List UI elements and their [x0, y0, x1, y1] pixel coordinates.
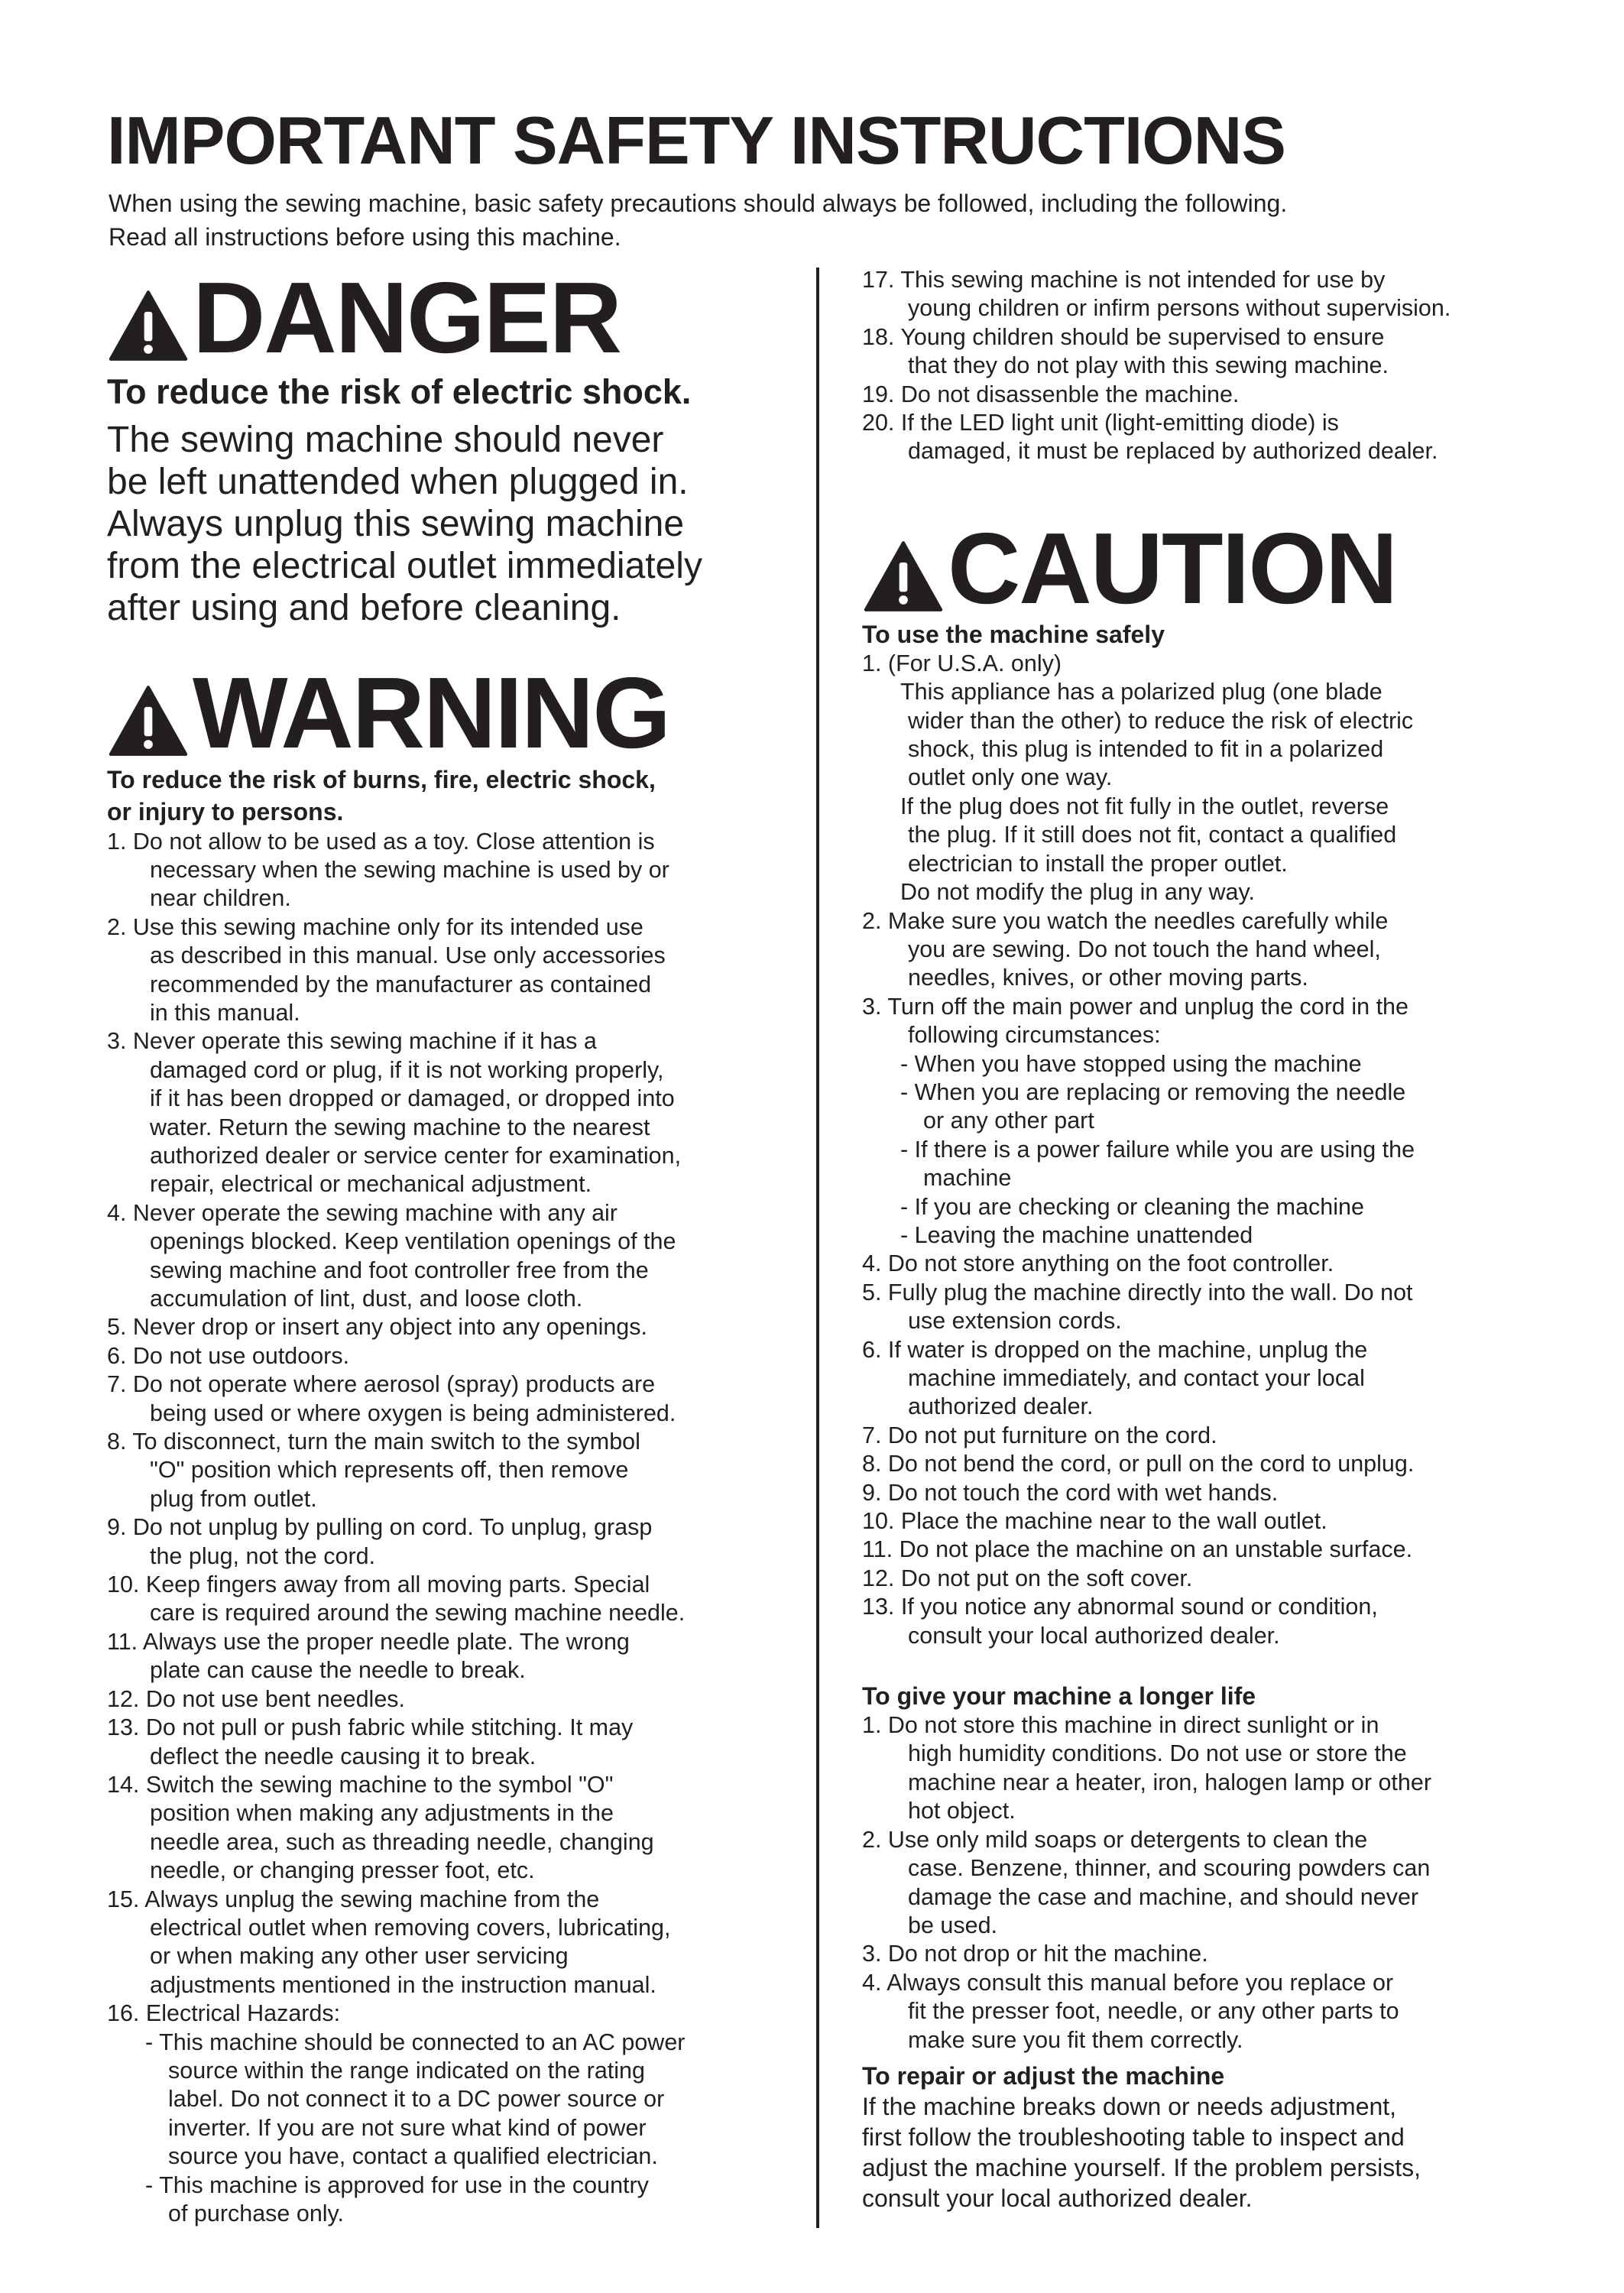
- item-line: 15. Always unplug the sewing machine from the: [107, 1886, 600, 1912]
- item-line: electrical outlet when removing covers, lubricating,: [150, 1914, 671, 1941]
- item-line: hot object.: [908, 1798, 1016, 1824]
- item-line: Do not modify the plug in any way.: [900, 879, 1255, 906]
- item-line: wider than the other) to reduce the risk of electric: [908, 707, 1414, 734]
- warning-heading-line: To reduce the risk of burns, fire, electric shock,: [107, 765, 656, 793]
- item-line: 2. Use this sewing machine only for its intended use: [107, 913, 643, 940]
- item-line: 17. This sewing machine is not intended for use by: [862, 267, 1386, 293]
- item-line: sewing machine and foot controller free from the: [150, 1257, 649, 1283]
- list-item: [862, 993, 1550, 1050]
- warning-label: WARNING: [193, 656, 669, 769]
- item-line: be used.: [908, 1912, 998, 1938]
- list-item: [862, 1593, 1550, 1650]
- item-line: machine near a heater, iron, halogen lamp or other: [908, 1769, 1431, 1795]
- list-item: [862, 650, 1550, 907]
- list-item: [862, 1536, 1550, 1564]
- item-line: 14. Switch the sewing machine to the symbol "O": [107, 1771, 614, 1798]
- item-line: accumulation of lint, dust, and loose cloth.: [150, 1286, 583, 1312]
- item-line: 10. Keep fingers away from all moving parts. Special: [107, 1571, 650, 1598]
- item-line: damaged, it must be replaced by authorized dealer.: [908, 438, 1438, 465]
- list-item: [107, 1027, 780, 1198]
- item-line: 18. Young children should be supervised to ensure: [862, 323, 1385, 350]
- item-line: 3. Turn off the main power and unplug the cord in the: [862, 993, 1408, 1020]
- list-item: [862, 1279, 1550, 1336]
- list-item: [107, 1342, 780, 1370]
- list-item: [862, 381, 1550, 409]
- item-line: plate can cause the needle to break.: [150, 1657, 526, 1684]
- list-item: [107, 2029, 780, 2171]
- caution-item-1: [862, 650, 1550, 907]
- list-item: [862, 409, 1550, 466]
- item-line: 11. Always use the proper needle plate. The wrong: [107, 1628, 630, 1655]
- list-item: [862, 1450, 1550, 1478]
- item-line: fit the presser foot, needle, or any other parts to: [908, 1998, 1399, 2025]
- list-item: [862, 1336, 1550, 1422]
- item-line: electrician to install the proper outlet.: [908, 850, 1288, 877]
- item-line: 8. To disconnect, turn the main switch to the symbol: [107, 1429, 640, 1455]
- item-line: inverter. If you are not sure what kind of power: [168, 2114, 647, 2141]
- item-line: - If there is a power failure while you are using the: [900, 1136, 1415, 1163]
- item-line: 16. Electrical Hazards:: [107, 2000, 341, 2027]
- item-line: machine immediately, and contact your local: [908, 1365, 1365, 1391]
- danger-body: [107, 419, 780, 629]
- list-item: [862, 1221, 1550, 1250]
- item-line: authorized dealer.: [908, 1393, 1094, 1420]
- item-line: if it has been dropped or damaged, or dropped into: [150, 1085, 675, 1112]
- item-line: 4. Never operate the sewing machine with any air: [107, 1199, 618, 1226]
- list-item: [862, 323, 1550, 381]
- item-line: care is required around the sewing machine needle.: [150, 1600, 686, 1627]
- item-line: 2. Make sure you watch the needles carefully while: [862, 907, 1389, 934]
- item-line: 1. Do not allow to be used as a toy. Close attention is: [107, 828, 655, 855]
- item-line: - When you are replacing or removing the needle: [900, 1078, 1406, 1105]
- item-line: in this manual.: [150, 999, 300, 1026]
- list-item: [107, 1886, 780, 2000]
- list-item: [107, 1370, 780, 1428]
- item-line: openings blocked. Keep ventilation openings of the: [150, 1228, 676, 1255]
- item-line: - This machine is approved for use in the country: [145, 2171, 649, 2198]
- list-item: [107, 2171, 780, 2229]
- repair-line: consult your local authorized dealer.: [862, 2184, 1253, 2212]
- item-line: 4. Always consult this manual before you replace or: [862, 1969, 1394, 1996]
- item-line: necessary when the sewing machine is used by or: [150, 856, 669, 883]
- list-item: [107, 1428, 780, 1513]
- item-line: that they do not play with this sewing machine.: [908, 352, 1389, 379]
- warning-triangle-icon: [107, 289, 190, 362]
- item-line: - Leaving the machine unattended: [900, 1221, 1253, 1248]
- warning-heading: [107, 764, 780, 828]
- item-line: 2. Use only mild soaps or detergents to clean the: [862, 1826, 1368, 1853]
- item-line: high humidity conditions. Do not use or store the: [908, 1740, 1407, 1767]
- list-item: [107, 1513, 780, 1571]
- item-line: 13. Do not pull or push fabric while stitching. It may: [107, 1714, 634, 1741]
- item-line: 6. If water is dropped on the machine, unplug the: [862, 1336, 1368, 1363]
- item-line: - This machine should be connected to an AC power: [145, 2029, 686, 2055]
- item-line: 3. Never operate this sewing machine if it has a: [107, 1028, 597, 1055]
- danger-line: The sewing machine should never: [107, 419, 664, 460]
- list-item: [107, 1571, 780, 1628]
- list-item: [107, 1685, 780, 1714]
- item-line: make sure you fit them correctly.: [908, 2026, 1243, 2053]
- item-line: or any other part: [923, 1108, 1094, 1134]
- list-item: [862, 1250, 1550, 1278]
- repair-line: first follow the troubleshooting table to inspect and: [862, 2123, 1405, 2151]
- item-line: If the plug does not fit fully in the outlet, reverse: [900, 793, 1389, 819]
- item-line: deflect the needle causing it to break.: [150, 1743, 536, 1769]
- item-line: 9. Do not unplug by pulling on cord. To unplug, grasp: [107, 1514, 653, 1541]
- list-item: [862, 907, 1550, 993]
- warning-signal-word: [107, 656, 780, 769]
- caution-label: CAUTION: [948, 511, 1397, 624]
- item-line: 11. Do not place the machine on an unstable surface.: [862, 1536, 1413, 1563]
- list-item: [862, 266, 1550, 323]
- item-line: label. Do not connect it to a DC power source or: [168, 2086, 665, 2113]
- item-line: the plug. If it still does not fit, contact a qualified: [908, 822, 1397, 848]
- right-column: [862, 266, 1550, 2214]
- intro-line: When using the sewing machine, basic safety precautions should always be followed, including the following.: [109, 190, 1288, 217]
- item-line: 20. If the LED light unit (light-emitting diode) is: [862, 410, 1339, 436]
- item-line: 4. Do not store anything on the foot controller.: [862, 1250, 1334, 1277]
- item-line: 8. Do not bend the cord, or pull on the cord to unplug.: [862, 1451, 1415, 1477]
- item-line: of purchase only.: [168, 2201, 345, 2227]
- danger-signal-word: [107, 261, 780, 374]
- danger-line: from the electrical outlet immediately: [107, 545, 702, 586]
- item-line: use extension cords.: [908, 1308, 1122, 1335]
- item-line: plug from outlet.: [150, 1485, 317, 1512]
- warning-list-continued: [862, 266, 1550, 466]
- list-item: [862, 1969, 1550, 2055]
- item-line: 10. Place the machine near to the wall outlet.: [862, 1508, 1327, 1535]
- item-line: case. Benzene, thinner, and scouring powders can: [908, 1855, 1431, 1882]
- item-line: needle, or changing presser foot, etc.: [150, 1857, 535, 1884]
- list-item: [107, 1313, 780, 1341]
- item-line: being used or where oxygen is being administered.: [150, 1399, 676, 1426]
- longer-life-heading: To give your machine a longer life: [862, 1682, 1256, 1711]
- item-line: 19. Do not disassenble the machine.: [862, 381, 1240, 407]
- item-line: source you have, contact a qualified electrician.: [168, 2143, 658, 2170]
- intro-line: Read all instructions before using this machine.: [109, 223, 621, 251]
- list-item: [107, 913, 780, 1028]
- item-line: 13. If you notice any abnormal sound or condition,: [862, 1594, 1378, 1620]
- list-item: [107, 1199, 780, 1314]
- item-line: - When you have stopped using the machine: [900, 1050, 1362, 1077]
- item-line: young children or infirm persons without supervision.: [908, 295, 1451, 322]
- repair-heading: To repair or adjust the machine: [862, 2061, 1225, 2090]
- list-item: [862, 1422, 1550, 1450]
- item-line: 9. Do not touch the cord with wet hands.: [862, 1479, 1279, 1506]
- item-line: shock, this plug is intended to fit in a polarized: [908, 736, 1384, 763]
- caution-list: [862, 907, 1550, 1050]
- item-line: damage the case and machine, and should never: [908, 1883, 1419, 1910]
- list-item: [862, 1565, 1550, 1593]
- list-item: [862, 1479, 1550, 1507]
- item-line: outlet only one way.: [908, 764, 1113, 791]
- list-item: [107, 828, 780, 913]
- item-line: damaged cord or plug, if it is not working properly,: [150, 1056, 664, 1083]
- list-item: [107, 1714, 780, 1771]
- repair-body: [862, 2091, 1550, 2214]
- item-line: recommended by the manufacturer as contained: [150, 971, 652, 997]
- danger-heading: To reduce the risk of electric shock.: [107, 372, 692, 411]
- list-item: [862, 1050, 1550, 1078]
- item-line: position when making any adjustments in the: [150, 1800, 614, 1827]
- item-line: source within the range indicated on the rating: [168, 2057, 645, 2084]
- list-item: [107, 1628, 780, 1685]
- item-line: 5. Never drop or insert any object into any openings.: [107, 1314, 647, 1341]
- item-line: adjustments mentioned in the instruction manual.: [150, 1971, 656, 1998]
- column-divider: [816, 268, 819, 2228]
- intro-text: [109, 186, 1561, 254]
- item-line: or when making any other user servicing: [150, 1943, 569, 1970]
- item-line: authorized dealer or service center for examination,: [150, 1142, 682, 1169]
- longer-life-list: [862, 1711, 1550, 2055]
- danger-line: Always unplug this sewing machine: [107, 503, 685, 544]
- item-line: consult your local authorized dealer.: [908, 1622, 1280, 1649]
- warning-triangle-icon: [862, 540, 945, 613]
- list-item: [862, 1136, 1550, 1193]
- list-item: [862, 1711, 1550, 1826]
- item-line: 12. Do not put on the soft cover.: [862, 1565, 1193, 1591]
- hazard-list: [107, 2029, 780, 2229]
- caution-list: [862, 1250, 1550, 1650]
- list-item: [862, 1940, 1550, 1968]
- item-line: 7. Do not put furniture on the cord.: [862, 1422, 1217, 1448]
- item-line: needles, knives, or other moving parts.: [908, 965, 1308, 991]
- item-line: 5. Fully plug the machine directly into the wall. Do not: [862, 1279, 1413, 1305]
- list-item: [862, 1507, 1550, 1536]
- warning-list: [107, 828, 780, 2029]
- item-line: you are sewing. Do not touch the hand wheel,: [908, 936, 1381, 962]
- item-line: 3. Do not drop or hit the machine.: [862, 1941, 1208, 1967]
- item-line: 7. Do not operate where aerosol (spray) products are: [107, 1371, 656, 1398]
- item-line: needle area, such as threading needle, changing: [150, 1828, 654, 1855]
- danger-label: DANGER: [193, 261, 621, 374]
- item-line: water. Return the sewing machine to the nearest: [150, 1114, 650, 1140]
- item-line: as described in this manual. Use only accessories: [150, 942, 666, 969]
- list-item: [862, 1193, 1550, 1221]
- item-line: 12. Do not use bent needles.: [107, 1685, 406, 1712]
- item-line: near children.: [150, 885, 291, 912]
- caution-signal-word: [862, 511, 1550, 624]
- danger-line: be left unattended when plugged in.: [107, 461, 689, 502]
- list-item: [107, 1771, 780, 1886]
- item-line: 1. (For U.S.A. only): [862, 650, 1062, 676]
- repair-line: If the machine breaks down or needs adjustment,: [862, 2092, 1397, 2120]
- item-line: "O" position which represents off, then remove: [150, 1457, 629, 1484]
- page-title: IMPORTANT SAFETY INSTRUCTIONS: [107, 102, 1285, 178]
- item-line: machine: [923, 1165, 1012, 1192]
- danger-line: after using and before cleaning.: [107, 587, 621, 628]
- warning-heading-line: or injury to persons.: [107, 797, 344, 825]
- list-item: [862, 1826, 1550, 1941]
- circumstance-list: [862, 1050, 1550, 1250]
- item-line: following circumstances:: [908, 1022, 1161, 1049]
- repair-line: adjust the machine yourself. If the problem persists,: [862, 2153, 1421, 2181]
- item-line: This appliance has a polarized plug (one blade: [900, 679, 1383, 705]
- list-item: [107, 1999, 780, 2028]
- left-column: [107, 261, 780, 2228]
- item-line: repair, electrical or mechanical adjustment.: [150, 1171, 592, 1198]
- item-line: 6. Do not use outdoors.: [107, 1342, 350, 1369]
- list-item: [862, 1078, 1550, 1136]
- item-line: 1. Do not store this machine in direct sunlight or in: [862, 1712, 1379, 1739]
- item-line: the plug, not the cord.: [150, 1542, 376, 1569]
- caution-heading: To use the machine safely: [862, 620, 1165, 648]
- warning-triangle-icon: [107, 684, 190, 757]
- item-line: - If you are checking or cleaning the machine: [900, 1193, 1364, 1220]
